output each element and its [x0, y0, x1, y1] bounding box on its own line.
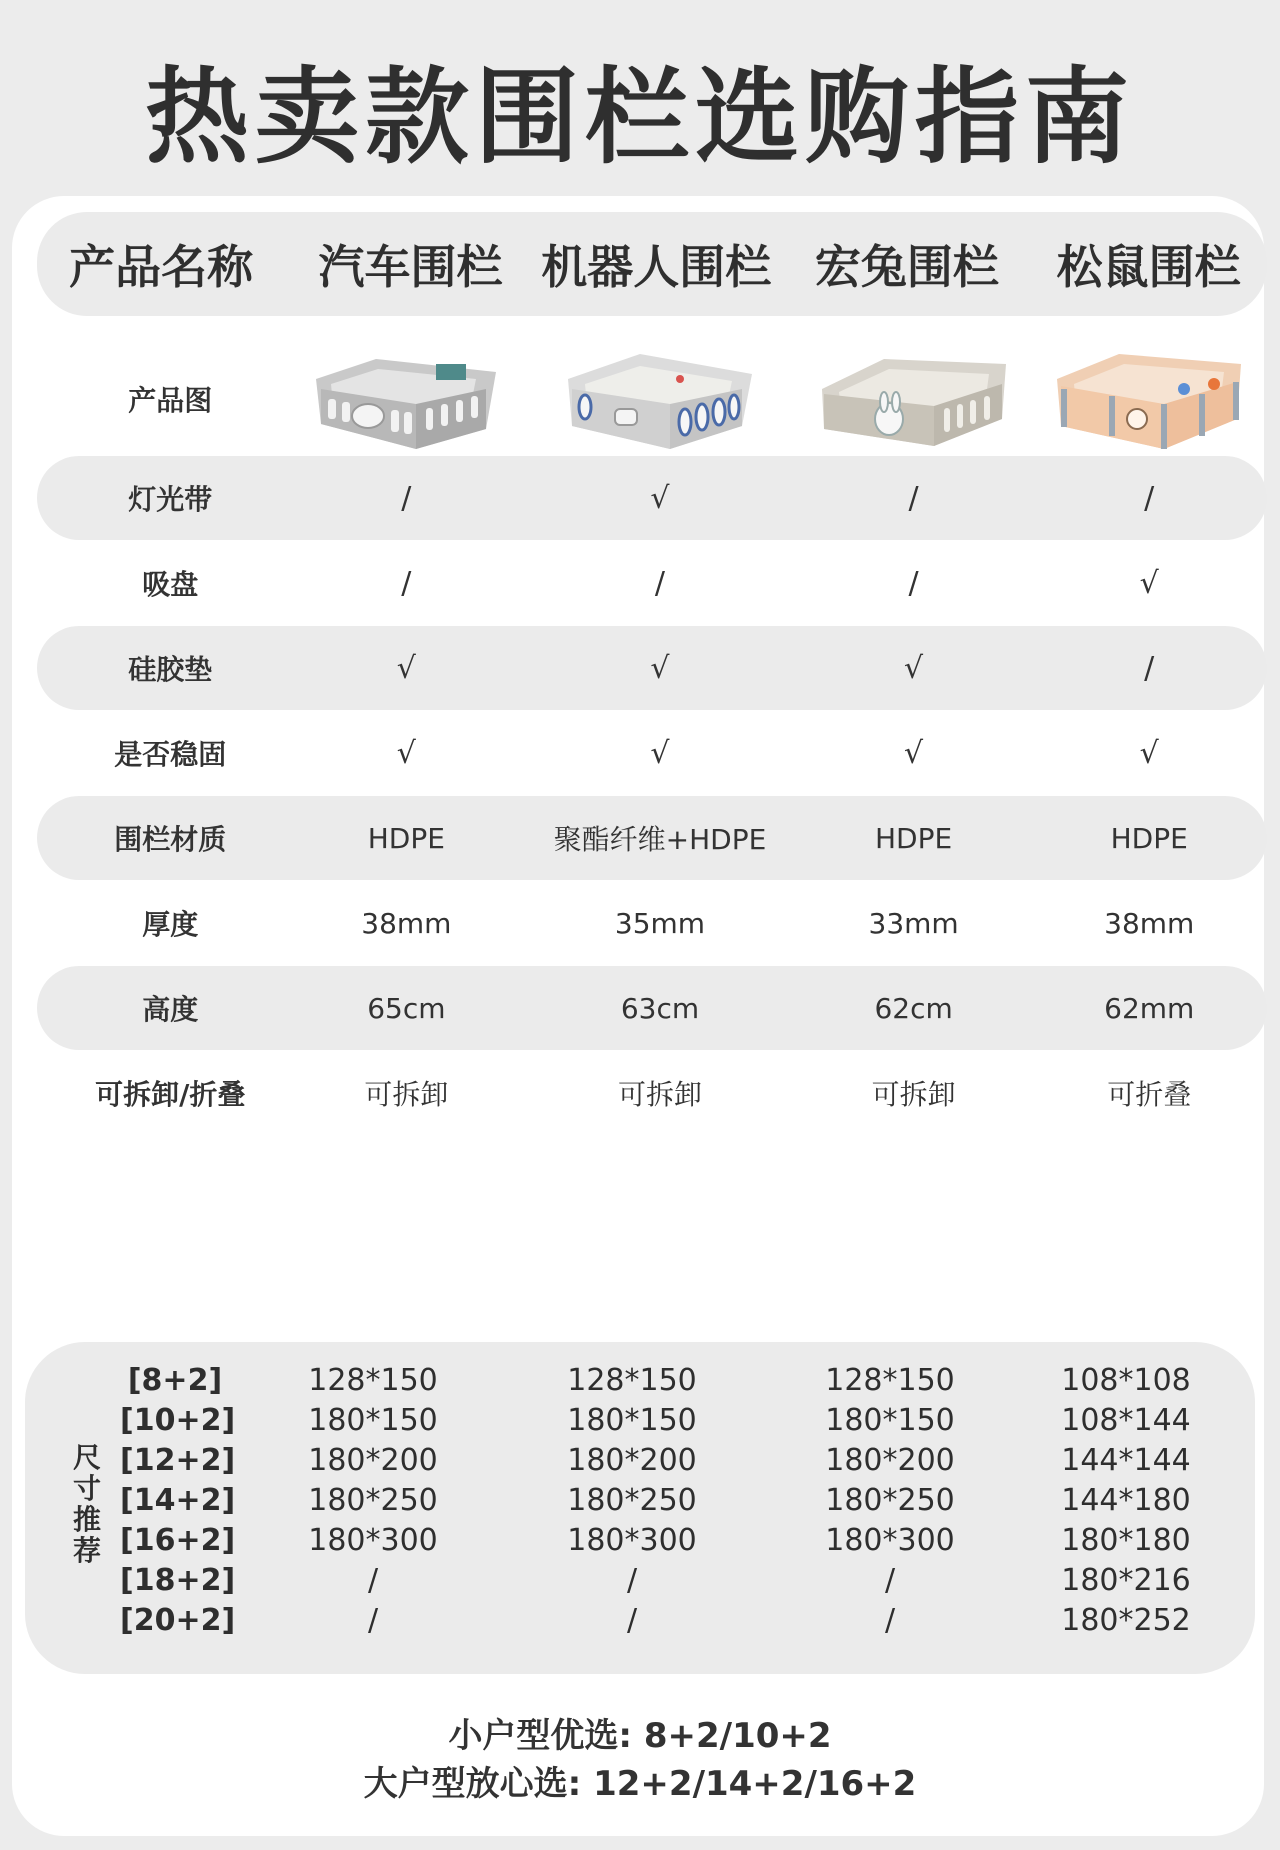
cell-value: /	[1144, 650, 1155, 686]
table-row	[37, 711, 1267, 795]
cell-value: √	[1139, 565, 1159, 601]
size-value: /	[626, 1562, 638, 1598]
cell-value: 可折叠	[1107, 1078, 1192, 1111]
size-value: 180*180	[1061, 1522, 1191, 1558]
row-label-image: 产品图	[128, 384, 213, 417]
size-row	[25, 1360, 1255, 1400]
table-row	[37, 796, 1267, 880]
cell-value: /	[908, 480, 919, 516]
car-pen-image	[289, 334, 525, 464]
size-row	[25, 1480, 1255, 1520]
size-value: 180*200	[567, 1442, 697, 1478]
footer-large-home: 大户型放心选: 12+2/14+2/16+2	[363, 1764, 917, 1804]
size-value: 180*300	[308, 1522, 438, 1558]
size-value: /	[626, 1602, 638, 1638]
cell-value: /	[401, 565, 412, 601]
cell-value: HDPE	[874, 821, 953, 855]
size-value: 128*150	[825, 1362, 955, 1398]
row-label: 灯光带	[128, 483, 213, 516]
cell-value: 聚酯纤维+HDPE	[553, 823, 767, 856]
cell-value: √	[904, 650, 924, 686]
row-label: 是否稳固	[114, 738, 227, 771]
cell-value: 33mm	[868, 906, 959, 940]
table-row	[37, 881, 1267, 965]
header-car-pen: 汽车围栏	[318, 240, 503, 294]
cell-value: 可拆卸	[617, 1078, 702, 1111]
size-row	[25, 1520, 1255, 1560]
table-row	[37, 626, 1267, 710]
cell-value: HDPE	[1110, 821, 1188, 855]
size-value: /	[884, 1602, 896, 1638]
row-label: 硅胶垫	[128, 653, 213, 686]
cell-value: √	[396, 650, 416, 686]
size-value: 180*252	[1061, 1602, 1191, 1638]
cell-value: √	[396, 735, 416, 771]
table-row	[37, 1051, 1267, 1135]
cell-value: /	[908, 565, 919, 601]
cell-value: /	[654, 565, 666, 601]
size-row	[25, 1400, 1255, 1440]
size-spec: [16+2]	[120, 1522, 236, 1558]
size-spec: [8+2]	[127, 1362, 223, 1398]
row-label: 吸盘	[142, 568, 199, 601]
size-row	[25, 1440, 1255, 1480]
table-row	[37, 456, 1267, 540]
size-value: 180*300	[825, 1522, 955, 1558]
size-value: 180*200	[308, 1442, 438, 1478]
cell-value: 可拆卸	[871, 1078, 956, 1111]
size-value: 180*150	[567, 1402, 697, 1438]
size-value: 128*150	[567, 1362, 697, 1398]
size-value: 128*150	[308, 1362, 438, 1398]
cell-value: √	[1139, 735, 1159, 771]
header-row	[37, 212, 1267, 316]
cell-value: 62cm	[874, 991, 953, 1025]
cell-value: √	[650, 480, 670, 516]
size-spec: [20+2]	[120, 1602, 236, 1638]
cell-value: /	[401, 480, 412, 516]
size-spec: [18+2]	[120, 1562, 236, 1598]
row-label: 厚度	[142, 908, 199, 941]
size-spec: [12+2]	[120, 1442, 236, 1478]
cell-value: √	[650, 650, 670, 686]
cell-value: 可拆卸	[364, 1078, 449, 1111]
cell-value: 63cm	[620, 991, 700, 1025]
robot-pen-image	[542, 334, 778, 464]
table-row	[37, 541, 1267, 625]
cell-value: /	[1144, 480, 1155, 516]
cell-value: √	[904, 735, 924, 771]
cell-value: 38mm	[361, 906, 452, 940]
cell-value: 65cm	[367, 991, 446, 1025]
size-value: 180*250	[308, 1482, 438, 1518]
size-recommendation	[25, 1342, 1255, 1674]
header-squirrel-pen: 松鼠围栏	[1056, 240, 1241, 294]
size-label: 尺 寸 推 荐	[72, 1441, 101, 1567]
size-value: 180*250	[567, 1482, 697, 1518]
cell-value: √	[650, 735, 670, 771]
size-value: 180*250	[825, 1482, 955, 1518]
cell-value: 35mm	[614, 906, 706, 940]
header-robot-pen: 机器人围栏	[541, 240, 772, 294]
squirrel-pen-image	[1031, 334, 1267, 464]
cell-value: 62mm	[1104, 991, 1195, 1025]
size-value: 180*216	[1061, 1562, 1191, 1598]
header-product-name: 产品名称	[69, 240, 254, 294]
size-value: 108*108	[1061, 1362, 1191, 1398]
size-value: 108*144	[1061, 1402, 1191, 1438]
size-value: 180*150	[825, 1402, 955, 1438]
size-spec: [14+2]	[120, 1482, 236, 1518]
size-row	[25, 1560, 1255, 1600]
row-label: 高度	[142, 993, 199, 1026]
cell-value: HDPE	[367, 821, 445, 855]
size-value: /	[884, 1562, 896, 1598]
size-value: 180*150	[308, 1402, 438, 1438]
size-spec: [10+2]	[120, 1402, 236, 1438]
size-value: 180*300	[567, 1522, 697, 1558]
table-row	[37, 966, 1267, 1050]
size-value: /	[367, 1602, 379, 1638]
size-value: 144*180	[1061, 1482, 1191, 1518]
cell-value: 38mm	[1104, 906, 1195, 940]
size-value: /	[367, 1562, 379, 1598]
footer-small-home: 小户型优选: 8+2/10+2	[448, 1716, 832, 1756]
header-rabbit-pen: 宏兔围栏	[814, 240, 999, 294]
size-value: 144*144	[1061, 1442, 1191, 1478]
size-row	[25, 1600, 1255, 1640]
page-title: 热卖款围栏选购指南	[144, 56, 1135, 178]
row-label: 围栏材质	[114, 823, 227, 856]
size-value: 180*200	[825, 1442, 955, 1478]
row-label: 可拆卸/折叠	[95, 1078, 246, 1111]
rabbit-pen-image	[796, 334, 1032, 464]
